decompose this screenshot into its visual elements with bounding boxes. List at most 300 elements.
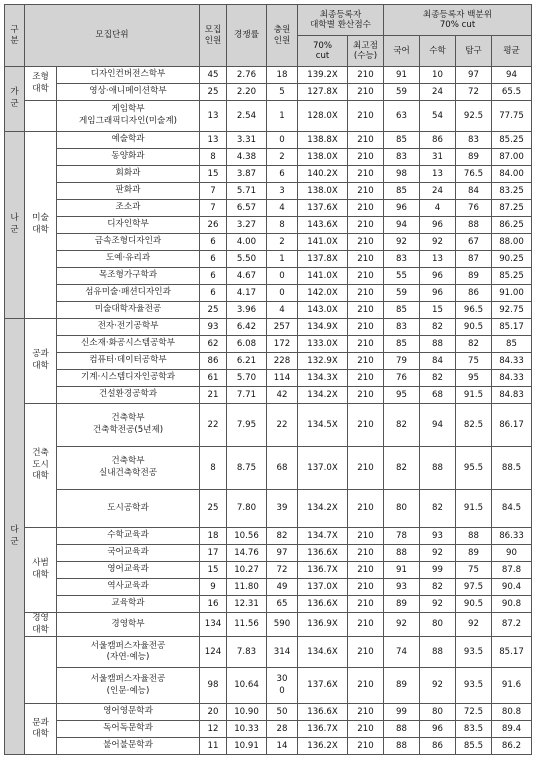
korean-percentile: 99 (384, 704, 420, 721)
table-row (5, 268, 532, 285)
max-score: 210 (348, 234, 384, 251)
inquiry-percentile: 85.5 (456, 738, 492, 755)
average-percentile: 91.6 (492, 668, 532, 704)
recruitment-unit: 수학교육과 (57, 528, 200, 545)
korean-percentile: 91 (384, 67, 420, 84)
math-percentile: 82 (420, 490, 456, 528)
quota: 7 (200, 183, 227, 200)
inquiry-percentile: 92 (456, 613, 492, 637)
cut70-score: 127.8X (298, 84, 348, 101)
quota: 98 (200, 668, 227, 704)
math-percentile: 24 (420, 84, 456, 101)
table-row (5, 528, 532, 545)
additional-admits: 65 (267, 596, 298, 613)
table-row (5, 387, 532, 404)
korean-percentile: 78 (384, 528, 420, 545)
quota: 45 (200, 67, 227, 84)
competition-ratio: 7.95 (227, 404, 267, 447)
cut70-score: 132.9X (298, 353, 348, 370)
college-name (25, 101, 57, 132)
inquiry-percentile: 93.5 (456, 668, 492, 704)
korean-percentile: 94 (384, 217, 420, 234)
competition-ratio: 6.08 (227, 336, 267, 353)
additional-admits: 42 (267, 387, 298, 404)
competition-ratio: 4.38 (227, 149, 267, 166)
max-score: 210 (348, 132, 384, 149)
competition-ratio: 5.70 (227, 370, 267, 387)
max-score: 210 (348, 721, 384, 738)
korean-percentile: 55 (384, 268, 420, 285)
average-percentile: 84.33 (492, 353, 532, 370)
competition-ratio: 11.80 (227, 579, 267, 596)
math-percentile: 82 (420, 370, 456, 387)
korean-percentile: 74 (384, 637, 420, 668)
korean-percentile: 85 (384, 132, 420, 149)
competition-ratio: 12.31 (227, 596, 267, 613)
recruitment-unit: 기계·시스템디자인공학과 (57, 370, 200, 387)
cut70-score: 134.3X (298, 370, 348, 387)
competition-ratio: 2.54 (227, 101, 267, 132)
additional-admits: 14 (267, 738, 298, 755)
quota: 93 (200, 319, 227, 336)
competition-ratio: 6.57 (227, 200, 267, 217)
header-additional: 충원 인원 (267, 5, 298, 67)
math-percentile: 88 (420, 336, 456, 353)
table-row (5, 234, 532, 251)
college-name: 문과 대학 (25, 704, 57, 755)
cut70-score: 142.0X (298, 285, 348, 302)
additional-admits: 228 (267, 353, 298, 370)
korean-percentile: 89 (384, 596, 420, 613)
additional-admits: 0 (267, 132, 298, 149)
recruitment-unit: 신소재·화공시스템공학부 (57, 336, 200, 353)
average-percentile: 90.8 (492, 596, 532, 613)
table-body (5, 67, 532, 755)
max-score: 210 (348, 166, 384, 183)
table-row (5, 302, 532, 319)
recruitment-unit: 조소과 (57, 200, 200, 217)
additional-admits: 1 (267, 251, 298, 268)
quota: 21 (200, 387, 227, 404)
quota: 15 (200, 562, 227, 579)
table-header (5, 5, 532, 67)
cut70-score: 136.6X (298, 596, 348, 613)
max-score: 210 (348, 149, 384, 166)
average-percentile: 91.00 (492, 285, 532, 302)
inquiry-percentile: 82.5 (456, 404, 492, 447)
average-percentile: 84.33 (492, 370, 532, 387)
math-percentile: 86 (420, 132, 456, 149)
recruitment-unit: 불어불문학과 (57, 738, 200, 755)
math-percentile: 96 (420, 268, 456, 285)
inquiry-percentile: 91.5 (456, 490, 492, 528)
additional-admits: 114 (267, 370, 298, 387)
additional-admits: 28 (267, 721, 298, 738)
math-percentile: 31 (420, 149, 456, 166)
competition-ratio: 7.71 (227, 387, 267, 404)
competition-ratio: 6.21 (227, 353, 267, 370)
additional-admits: 30 0 (267, 668, 298, 704)
cut70-score: 137.6X (298, 200, 348, 217)
competition-ratio: 3.87 (227, 166, 267, 183)
additional-admits: 6 (267, 166, 298, 183)
average-percentile: 87.25 (492, 200, 532, 217)
average-percentile: 86.17 (492, 404, 532, 447)
competition-ratio: 2.20 (227, 84, 267, 101)
recruitment-unit: 섬유미술·패션디자인과 (57, 285, 200, 302)
recruitment-unit: 목조형가구학과 (57, 268, 200, 285)
average-percentile: 85 (492, 336, 532, 353)
quota: 6 (200, 268, 227, 285)
cut70-score: 139.2X (298, 67, 348, 84)
max-score: 210 (348, 67, 384, 84)
table-row (5, 200, 532, 217)
korean-percentile: 83 (384, 319, 420, 336)
table-row (5, 101, 532, 132)
average-percentile: 85.17 (492, 319, 532, 336)
cut70-score: 134.9X (298, 319, 348, 336)
admission-group-label: 나 군 (5, 132, 25, 319)
table-row (5, 545, 532, 562)
header-percentile: 최종등록자 백분위 70% cut (384, 5, 532, 36)
competition-ratio: 10.27 (227, 562, 267, 579)
quota: 25 (200, 490, 227, 528)
math-percentile: 96 (420, 721, 456, 738)
table-row (5, 336, 532, 353)
recruitment-unit: 예술학과 (57, 132, 200, 149)
average-percentile: 65.5 (492, 84, 532, 101)
max-score: 210 (348, 704, 384, 721)
additional-admits: 72 (267, 562, 298, 579)
additional-admits: 4 (267, 200, 298, 217)
competition-ratio: 3.31 (227, 132, 267, 149)
college-name: 경영 대학 (25, 613, 57, 637)
results-table (4, 4, 532, 755)
inquiry-percentile: 87 (456, 251, 492, 268)
average-percentile: 92.75 (492, 302, 532, 319)
cut70-score: 137.0X (298, 447, 348, 490)
inquiry-percentile: 82 (456, 336, 492, 353)
math-percentile: 82 (420, 319, 456, 336)
additional-admits: 68 (267, 447, 298, 490)
competition-ratio: 4.17 (227, 285, 267, 302)
additional-admits: 5 (267, 84, 298, 101)
cut70-score: 143.0X (298, 302, 348, 319)
cut70-score: 140.2X (298, 166, 348, 183)
cut70-score: 137.6X (298, 668, 348, 704)
additional-admits: 8 (267, 217, 298, 234)
average-percentile: 80.8 (492, 704, 532, 721)
competition-ratio: 11.56 (227, 613, 267, 637)
recruitment-unit: 건축학부 건축학전공(5년제) (57, 404, 200, 447)
table-row (5, 404, 532, 447)
inquiry-percentile: 88 (456, 217, 492, 234)
average-percentile: 85.25 (492, 132, 532, 149)
cut70-score: 134.2X (298, 490, 348, 528)
additional-admits: 1 (267, 101, 298, 132)
quota: 8 (200, 149, 227, 166)
math-percentile: 82 (420, 579, 456, 596)
max-score: 210 (348, 285, 384, 302)
quota: 62 (200, 336, 227, 353)
competition-ratio: 3.27 (227, 217, 267, 234)
cut70-score: 134.5X (298, 404, 348, 447)
quota: 16 (200, 596, 227, 613)
cut70-score: 138.0X (298, 149, 348, 166)
recruitment-unit: 금속조형디자인과 (57, 234, 200, 251)
recruitment-unit: 판화과 (57, 183, 200, 200)
max-score: 210 (348, 738, 384, 755)
college-name: 사범 대학 (25, 528, 57, 613)
cut70-score: 138.0X (298, 183, 348, 200)
average-percentile: 94 (492, 67, 532, 84)
average-percentile: 85.17 (492, 637, 532, 668)
inquiry-percentile: 67 (456, 234, 492, 251)
additional-admits: 2 (267, 234, 298, 251)
math-percentile: 88 (420, 447, 456, 490)
table-row (5, 251, 532, 268)
korean-percentile: 59 (384, 84, 420, 101)
average-percentile: 83.25 (492, 183, 532, 200)
quota: 6 (200, 251, 227, 268)
korean-percentile: 85 (384, 183, 420, 200)
additional-admits: 2 (267, 149, 298, 166)
competition-ratio: 4.67 (227, 268, 267, 285)
inquiry-percentile: 76 (456, 200, 492, 217)
cut70-score: 136.2X (298, 738, 348, 755)
admission-group-label: 다 군 (5, 319, 25, 755)
additional-admits: 50 (267, 704, 298, 721)
table-row (5, 704, 532, 721)
competition-ratio: 3.96 (227, 302, 267, 319)
header-unit: 모집단위 (25, 5, 200, 67)
table-row (5, 353, 532, 370)
table-row (5, 166, 532, 183)
recruitment-unit: 서울캠퍼스자율전공 (자연·예능) (57, 637, 200, 668)
table-row (5, 596, 532, 613)
inquiry-percentile: 89 (456, 268, 492, 285)
average-percentile: 86.33 (492, 528, 532, 545)
recruitment-unit: 국어교육과 (57, 545, 200, 562)
header-math: 수학 (420, 36, 456, 67)
korean-percentile: 89 (384, 668, 420, 704)
math-percentile: 13 (420, 166, 456, 183)
max-score: 210 (348, 528, 384, 545)
competition-ratio: 5.71 (227, 183, 267, 200)
max-score: 210 (348, 319, 384, 336)
average-percentile: 87.2 (492, 613, 532, 637)
additional-admits: 39 (267, 490, 298, 528)
recruitment-unit: 건축학부 실내건축학전공 (57, 447, 200, 490)
korean-percentile: 83 (384, 251, 420, 268)
inquiry-percentile: 96.5 (456, 302, 492, 319)
competition-ratio: 10.90 (227, 704, 267, 721)
math-percentile: 24 (420, 183, 456, 200)
math-percentile: 92 (420, 545, 456, 562)
korean-percentile: 80 (384, 490, 420, 528)
inquiry-percentile: 93.5 (456, 637, 492, 668)
recruitment-unit: 독어독문학과 (57, 721, 200, 738)
recruitment-unit: 디자인학부 (57, 217, 200, 234)
average-percentile: 77.75 (492, 101, 532, 132)
max-score: 210 (348, 387, 384, 404)
recruitment-unit: 역사교육과 (57, 579, 200, 596)
max-score: 210 (348, 668, 384, 704)
header-ratio: 경쟁률 (227, 5, 267, 67)
additional-admits: 18 (267, 67, 298, 84)
table-row (5, 67, 532, 84)
quota: 18 (200, 528, 227, 545)
recruitment-unit: 미술대학자율전공 (57, 302, 200, 319)
inquiry-percentile: 95.5 (456, 447, 492, 490)
math-percentile: 86 (420, 738, 456, 755)
korean-percentile: 88 (384, 738, 420, 755)
max-score: 210 (348, 302, 384, 319)
max-score: 210 (348, 217, 384, 234)
inquiry-percentile: 91.5 (456, 387, 492, 404)
korean-percentile: 76 (384, 370, 420, 387)
average-percentile: 87.00 (492, 149, 532, 166)
inquiry-percentile: 97.5 (456, 579, 492, 596)
inquiry-percentile: 89 (456, 545, 492, 562)
max-score: 210 (348, 353, 384, 370)
additional-admits: 314 (267, 637, 298, 668)
additional-admits: 257 (267, 319, 298, 336)
cut70-score: 134.6X (298, 637, 348, 668)
additional-admits: 97 (267, 545, 298, 562)
inquiry-percentile: 92.5 (456, 101, 492, 132)
additional-admits: 4 (267, 302, 298, 319)
korean-percentile: 92 (384, 234, 420, 251)
inquiry-percentile: 90.5 (456, 596, 492, 613)
quota: 20 (200, 704, 227, 721)
max-score: 210 (348, 370, 384, 387)
max-score: 210 (348, 101, 384, 132)
table-row (5, 183, 532, 200)
admission-group-label: 가 군 (5, 67, 25, 132)
korean-percentile: 96 (384, 200, 420, 217)
math-percentile: 88 (420, 637, 456, 668)
quota: 15 (200, 166, 227, 183)
recruitment-unit: 영어교육과 (57, 562, 200, 579)
max-score: 210 (348, 613, 384, 637)
cut70-score: 141.0X (298, 234, 348, 251)
recruitment-unit: 영상·애니메이션학부 (57, 84, 200, 101)
average-percentile: 86.25 (492, 217, 532, 234)
inquiry-percentile: 90.5 (456, 319, 492, 336)
table-row (5, 562, 532, 579)
average-percentile: 85.25 (492, 268, 532, 285)
math-percentile: 80 (420, 613, 456, 637)
table-row (5, 579, 532, 596)
math-percentile: 13 (420, 251, 456, 268)
competition-ratio: 10.33 (227, 721, 267, 738)
additional-admits: 590 (267, 613, 298, 637)
max-score: 210 (348, 336, 384, 353)
recruitment-unit: 교육학과 (57, 596, 200, 613)
recruitment-unit: 경영학부 (57, 613, 200, 637)
math-percentile: 15 (420, 302, 456, 319)
recruitment-unit: 동양화과 (57, 149, 200, 166)
average-percentile: 86.2 (492, 738, 532, 755)
math-percentile: 4 (420, 200, 456, 217)
table-row (5, 637, 532, 668)
college-name: 건축 도시 대학 (25, 404, 57, 528)
competition-ratio: 10.56 (227, 528, 267, 545)
quota: 9 (200, 579, 227, 596)
competition-ratio: 6.42 (227, 319, 267, 336)
inquiry-percentile: 83.5 (456, 721, 492, 738)
cut70-score: 137.8X (298, 251, 348, 268)
quota: 13 (200, 101, 227, 132)
recruitment-unit: 건설환경공학과 (57, 387, 200, 404)
inquiry-percentile: 95 (456, 370, 492, 387)
quota: 12 (200, 721, 227, 738)
inquiry-percentile: 86 (456, 285, 492, 302)
math-percentile: 94 (420, 404, 456, 447)
average-percentile: 84.5 (492, 490, 532, 528)
college-name (25, 637, 57, 704)
korean-percentile: 85 (384, 302, 420, 319)
average-percentile: 84.83 (492, 387, 532, 404)
inquiry-percentile: 97 (456, 67, 492, 84)
max-score: 210 (348, 251, 384, 268)
competition-ratio: 8.75 (227, 447, 267, 490)
cut70-score: 136.7X (298, 721, 348, 738)
inquiry-percentile: 76.5 (456, 166, 492, 183)
max-score: 210 (348, 447, 384, 490)
max-score: 210 (348, 637, 384, 668)
college-name: 미술 대학 (25, 132, 57, 319)
additional-admits: 0 (267, 285, 298, 302)
header-inquiry: 탐구 (456, 36, 492, 67)
cut70-score: 133.0X (298, 336, 348, 353)
korean-percentile: 82 (384, 447, 420, 490)
table-row (5, 490, 532, 528)
korean-percentile: 93 (384, 579, 420, 596)
cut70-score: 134.2X (298, 387, 348, 404)
quota: 86 (200, 353, 227, 370)
cut70-score: 128.0X (298, 101, 348, 132)
inquiry-percentile: 88 (456, 528, 492, 545)
table-row (5, 738, 532, 755)
table-row (5, 668, 532, 704)
quota: 11 (200, 738, 227, 755)
inquiry-percentile: 75 (456, 353, 492, 370)
inquiry-percentile: 83 (456, 132, 492, 149)
korean-percentile: 95 (384, 387, 420, 404)
cut70-score: 141.0X (298, 268, 348, 285)
math-percentile: 10 (420, 67, 456, 84)
max-score: 210 (348, 579, 384, 596)
header-converted-score: 최종등록자 대학별 환산점수 (298, 5, 384, 36)
korean-percentile: 88 (384, 545, 420, 562)
recruitment-unit: 디자인컨버전스학부 (57, 67, 200, 84)
additional-admits: 82 (267, 528, 298, 545)
math-percentile: 96 (420, 217, 456, 234)
competition-ratio: 10.91 (227, 738, 267, 755)
quota: 25 (200, 302, 227, 319)
math-percentile: 84 (420, 353, 456, 370)
quota: 7 (200, 200, 227, 217)
max-score: 210 (348, 200, 384, 217)
math-percentile: 68 (420, 387, 456, 404)
competition-ratio: 5.50 (227, 251, 267, 268)
quota: 6 (200, 234, 227, 251)
recruitment-unit: 회화과 (57, 166, 200, 183)
max-score: 210 (348, 183, 384, 200)
competition-ratio: 14.76 (227, 545, 267, 562)
